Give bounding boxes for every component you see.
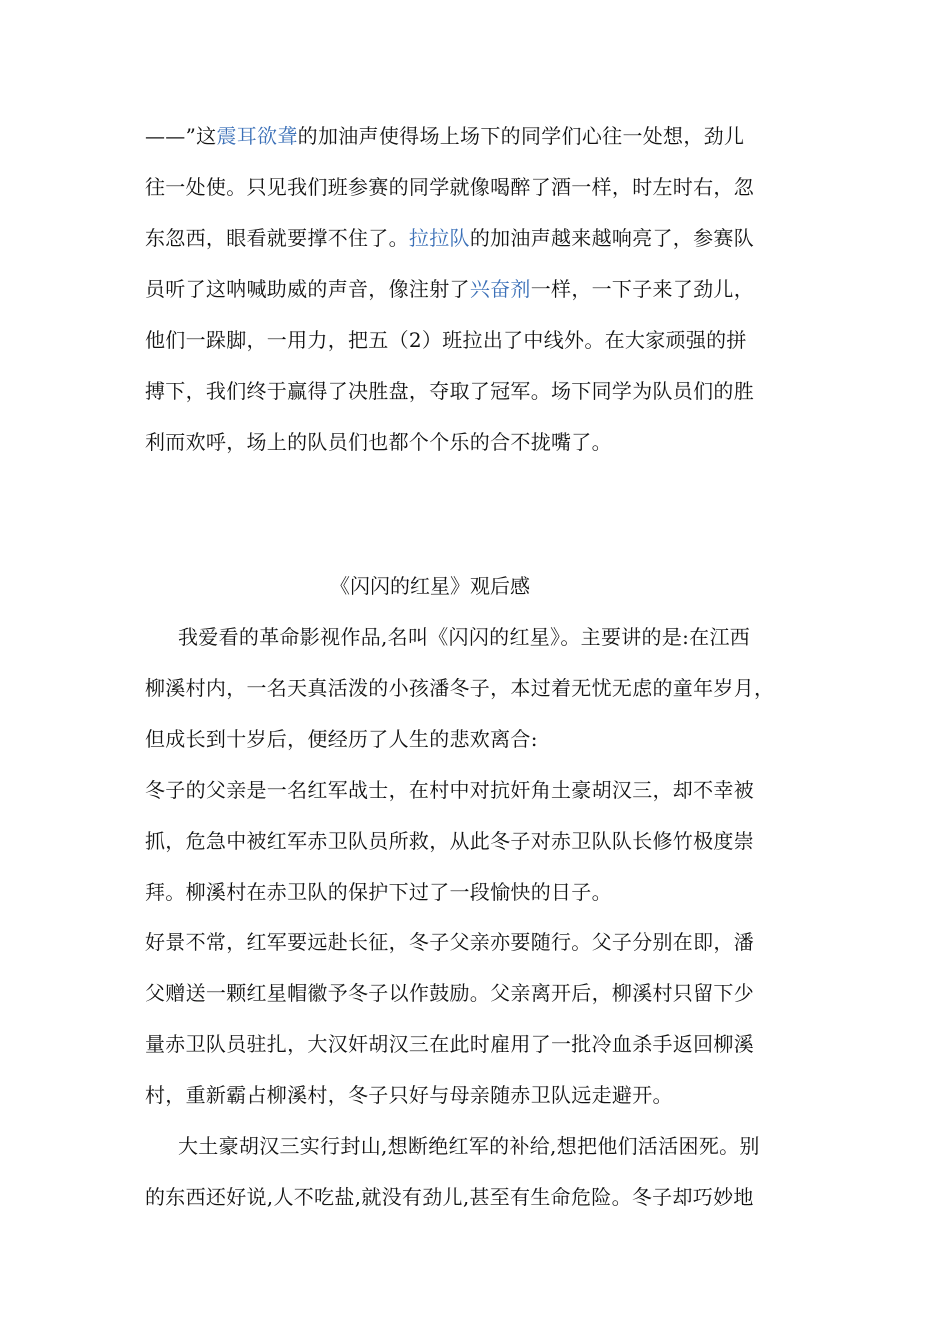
hyperlink-term[interactable]: 震耳欲聋 xyxy=(216,124,298,148)
text-run: 的加油声使得场上场下的同学们心往一处想，劲儿 xyxy=(297,124,745,148)
paragraph-line: 量赤卫队员驻扎，大汉奸胡汉三在此时雇用了一批冷血杀手返回柳溪 xyxy=(145,1032,754,1056)
text-run: ——”这 xyxy=(145,124,217,148)
text-run: 东忽西，眼看就要撑不住了。 xyxy=(145,226,409,250)
essay-title: 《闪闪的红星》观后感 xyxy=(330,574,530,598)
hyperlink-term[interactable]: 兴奋剂 xyxy=(469,277,531,301)
paragraph-line: 抓，危急中被红军赤卫队员所救，从此冬子对赤卫队队长修竹极度崇 xyxy=(145,829,754,853)
paragraph-line xyxy=(145,379,754,403)
text-run: 的加油声越来越响亮了，参赛队 xyxy=(469,226,755,250)
paragraph-line: 的东西还好说,人不吃盐,就没有劲儿,甚至有生命危险。冬子却巧妙地 xyxy=(145,1185,754,1209)
paragraph-line xyxy=(145,430,612,454)
paragraph-line: 村，重新霸占柳溪村，冬子只好与母亲随赤卫队远走避开。 xyxy=(145,1083,673,1107)
hyperlink-term[interactable]: 拉拉队 xyxy=(408,226,470,250)
paragraph-line xyxy=(145,226,754,250)
text-run: 他们一跺脚，一用力，把五（2）班拉出了中线外。在大家顽强的拼 xyxy=(145,328,747,352)
paragraph-line: 父赠送一颗红星帽徽予冬子以作鼓励。父亲离开后，柳溪村只留下少 xyxy=(145,981,754,1005)
text-run: 搏下，我们终于赢得了决胜盘，夺取了冠军。场下同学为队员们的胜 xyxy=(145,379,754,403)
paragraph-line: 柳溪村内，一名天真活泼的小孩潘冬子，本过着无忧无虑的童年岁月， xyxy=(145,676,775,700)
paragraph-line: 冬子的父亲是一名红军战士，在村中对抗奸角土豪胡汉三，却不幸被 xyxy=(145,778,754,802)
paragraph-line xyxy=(145,328,747,352)
paragraph-line xyxy=(145,175,754,199)
text-run: 员听了这呐喊助威的声音，像注射了 xyxy=(145,277,470,301)
paragraph-line: 我爱看的革命影视作品,名叫《闪闪的红星》。主要讲的是:在江西 xyxy=(178,625,751,649)
paragraph-line: 大土豪胡汉三实行封山,想断绝红军的补给,想把他们活活困死。别 xyxy=(178,1134,760,1158)
text-run: 一样，一下子来了劲儿， xyxy=(530,277,755,301)
paragraph-line: 好景不常，红军要远赴长征，冬子父亲亦要随行。父子分别在即，潘 xyxy=(145,930,754,954)
paragraph-line: 但成长到十岁后，便经历了人生的悲欢离合: xyxy=(145,727,538,751)
text-run: 利而欢呼，场上的队员们也都个个乐的合不拢嘴了。 xyxy=(145,430,612,454)
paragraph-line xyxy=(145,124,744,148)
text-run: 往一处使。只见我们班参赛的同学就像喝醉了酒一样，时左时右，忽 xyxy=(145,175,754,199)
paragraph-line xyxy=(145,277,754,301)
paragraph-line: 拜。柳溪村在赤卫队的保护下过了一段愉快的日子。 xyxy=(145,880,612,904)
